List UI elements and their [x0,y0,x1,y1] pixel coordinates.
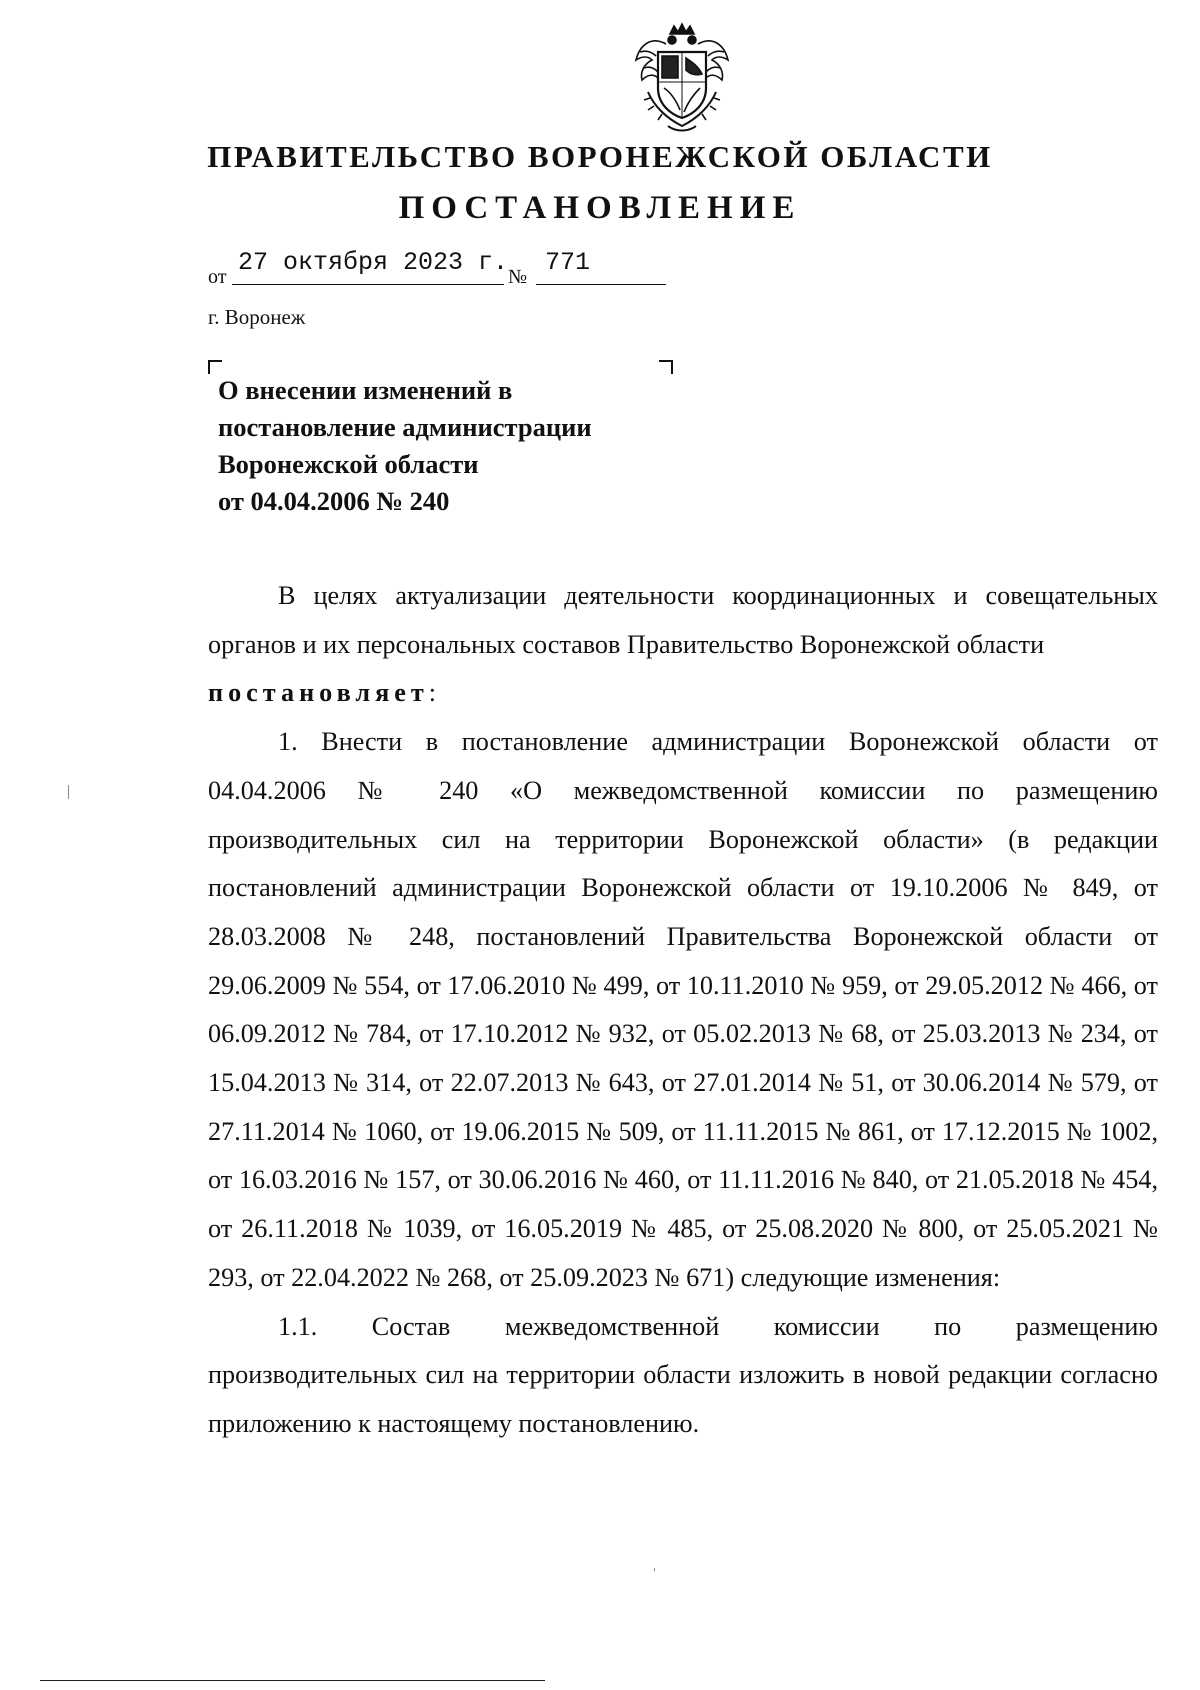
city: г. Воронеж [208,305,306,329]
organization-title: ПРАВИТЕЛЬСТВО ВОРОНЕЖСКОЙ ОБЛАСТИ [207,139,993,174]
number-prefix: № [508,266,528,288]
document-subject [218,372,678,520]
date-prefix: от [208,266,227,288]
item-1-1-continuation: производительных сил на территории области изложить в новой редакции согласно приложению к настоящему постановлению. [208,1360,1158,1438]
item-1-1-first-line: 1.1. Состав межведомственной комиссии по размещению [278,1311,1158,1341]
date-underline [232,284,504,285]
resolves-word: постановляет [208,678,429,708]
bottom-rule [40,1680,545,1681]
preamble-paragraph: В целях актуализации деятельности координационных и совещательных органов и их персональных составов Правительство Воронежской области [208,581,1158,659]
subject-line: от 04.04.2006 № 240 [218,486,450,516]
resolves-paragraph [208,669,1158,718]
number-underline [536,284,666,285]
subject-line: Воронежской области [218,449,479,479]
document-number: 771 [545,248,591,277]
subject-line: О внесении изменений в [218,375,513,405]
document-body [208,572,1158,1449]
item-1-paragraph: 1. Внести в постановление администрации Воронежской области от 04.04.2006 № 240 «О межведомственной комиссии по размещению производительных сил на территории Воронежской области» (в редакции постановлений администрации Воронежской области от 19.10.2006 № 849, от 28.03.2008 № 248, постановлений Правительства Воронежской области от 29.06.2009 № 554, от 17.06.2010 № 499, от 10.11.2010 № 959, от 29.05.2012 № 466, от 06.09.2012 № 784, от 17.10.2012 № 932, от 05.02.2013 № 68, от 25.03.2013 № 234, от 15.04.2013 № 314, от 22.07.2013 № 643, от 27.01.2014 № 51, от 30.06.2014 № 579, от 27.11.2014 № 1060, от 19.06.2015 № 509, от 11.11.2015 № 861, от 17.12.2015 № 1002, от 16.03.2016 № 157, от 30.06.2016 № 460, от 11.11.2016 № 840, от 21.05.2018 № 454, от 26.11.2018 № 1039, от 16.05.2019 № 485, от 25.08.2020 № 800, от 25.05.2021 № 293, от 22.04.2022 № 268, от 25.09.2023 № 671) следующие изменения: [208,727,1158,1292]
scan-speck [654,1568,655,1571]
document-date: 27 октября 2023 г. [238,248,509,277]
document-type: ПОСТАНОВЛЕНИЕ [398,190,802,226]
resolves-colon: : [428,678,437,708]
coat-of-arms-emblem [628,22,736,134]
scan-speck [68,785,69,799]
subject-line: постановление администрации [218,412,592,442]
